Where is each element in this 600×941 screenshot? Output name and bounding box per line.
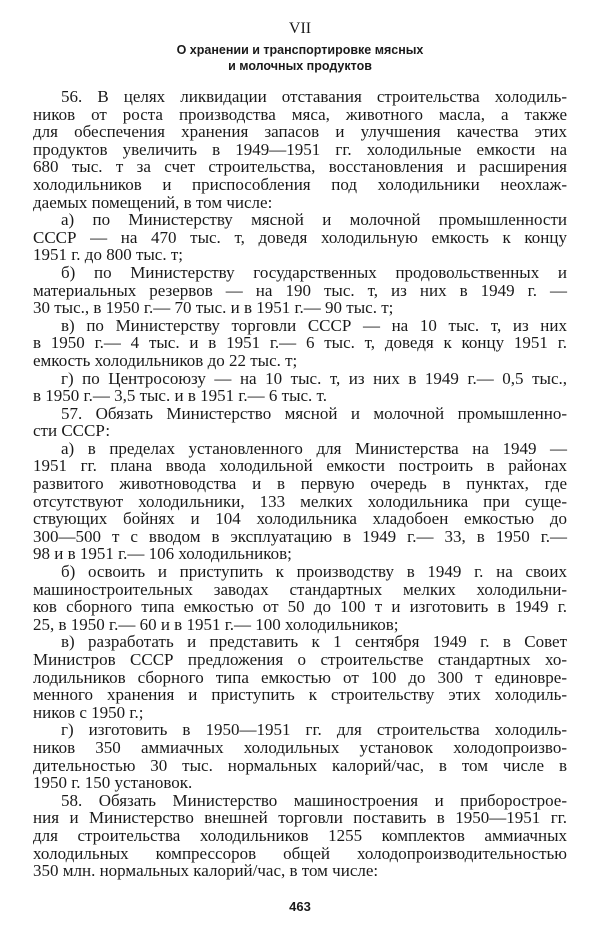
- text-line: 300—500 т с вводом в эксплуатацию в 1949 г.— 33, в 1950 г.—: [33, 526, 567, 546]
- text-line: 350 млн. нормальных калорий/час, в том числе:: [33, 861, 379, 881]
- text-line: 25, в 1950 г.— 60 и в 1951 г.— 100 холодильников;: [33, 614, 399, 634]
- text-line: Министров СССР предложения о строительстве стандартных хо-: [33, 650, 567, 669]
- text-line: а) по Министерству мясной и молочной промышленности: [61, 210, 567, 230]
- text-line: 57. Обязать Министерство мясной и молочной промышленно-: [61, 403, 567, 423]
- text-line: даемых помещений, в том числе:: [33, 192, 273, 212]
- section-title-line: О хранении и транспортировке мясных: [176, 43, 424, 57]
- text-line: в 1950 г.— 4 тыс. и в 1951 г.— 6 тыс. т, доведя к концу 1951 г.: [33, 333, 567, 353]
- text-line: холодильников и приспособления под холодильники неохлаж-: [33, 174, 567, 194]
- text-line: холодильных компрессоров общей холодопроизводительностью: [33, 843, 567, 863]
- text-line: 30 тыс., в 1950 г.— 70 тыс. и в 1951 г.— 90 тыс. т;: [33, 298, 394, 318]
- section-title: [0, 42, 600, 74]
- text-line: 1950 г. 150 установок.: [33, 773, 193, 793]
- text-line: развитого животноводства и в первую очередь в пунктах, где: [33, 474, 567, 494]
- text-line: продуктов увеличить в 1949—1951 гг. холодильные емкости на: [33, 139, 567, 159]
- text-line: г) изготовить в 1950—1951 гг. для строительства холодиль-: [61, 720, 567, 740]
- text-line: б) по Министерству государственных продовольственных и: [61, 262, 567, 282]
- text-line: ников 350 аммиачных холодильных установок холодопроизво-: [33, 737, 567, 757]
- text-line: для строительства холодильников 1255 комплектов аммиачных: [33, 825, 567, 845]
- text-line: дительностью 30 тыс. нормальных калорий/час, в том числе в: [33, 755, 567, 775]
- text-line: 98 и в 1951 г.— 106 холодильников;: [33, 544, 292, 564]
- body-text: [33, 88, 567, 880]
- text-line: ния и Министерство внешней торговли поставить в 1950—1951 гг.: [33, 808, 567, 828]
- text-line: ников с 1950 г.;: [33, 702, 144, 722]
- section-number: VII: [288, 20, 312, 37]
- text-line: 56. В целях ликвидации отставания строительства холодиль-: [61, 87, 567, 106]
- text-line: СССР — на 470 тыс. т, доведя холодильную емкость к концу: [33, 227, 567, 247]
- text-line: а) в пределах установленного для Министерства на 1949 —: [61, 438, 567, 458]
- text-line: машиностроительных заводах стандартных мелких холодильни-: [33, 579, 567, 599]
- text-line: ников от роста производства мяса, животного масла, а также: [33, 104, 567, 124]
- text-line: менного хранения и приступить к строительству этих холодиль-: [33, 685, 567, 705]
- text-line: 680 тыс. т за счет строительства, восстановления и расширения: [33, 157, 567, 177]
- text-line: 1951 г. до 800 тыс. т;: [33, 245, 184, 265]
- text-line: для обеспечения хранения запасов и улучшения качества этих: [33, 122, 567, 142]
- text-line: отсутствуют холодильники, 133 мелких холодильника при суще-: [33, 491, 567, 511]
- text-line: материальных резервов — на 190 тыс. т, из них в 1949 г. —: [33, 280, 567, 300]
- text-line: ствующих бойнях и 104 холодильника хладобоен емкостью до: [33, 509, 567, 529]
- text-line: емкость холодильников до 22 тыс. т;: [33, 350, 298, 370]
- section-title-line: и молочных продуктов: [228, 59, 372, 73]
- text-line: в) по Министерству торговли СССР — на 10 тыс. т, из них: [61, 315, 567, 335]
- text-line: ков сборного типа емкостью от 50 до 100 т и изготовить в 1949 г.: [33, 597, 567, 617]
- text-line: б) освоить и приступить к производству в 1949 г. на своих: [61, 562, 567, 582]
- page-number: 463: [289, 899, 311, 914]
- text-line: в) разработать и представить к 1 сентября 1949 г. в Совет: [61, 632, 567, 652]
- text-line: сти СССР:: [33, 421, 111, 441]
- text-line: 58. Обязать Министерство машиностроения и приборострое-: [61, 790, 567, 810]
- text-line: 1951 гг. плана ввода холодильной емкости построить в районах: [33, 456, 567, 476]
- text-line: в 1950 г.— 3,5 тыс. и в 1951 г.— 6 тыс. т.: [33, 386, 327, 406]
- text-line: лодильников сборного типа емкостью от 100 до 300 т единовре-: [33, 667, 567, 687]
- text-line: г) по Центросоюзу — на 10 тыс. т, из них в 1949 г.— 0,5 тыс.,: [61, 368, 567, 388]
